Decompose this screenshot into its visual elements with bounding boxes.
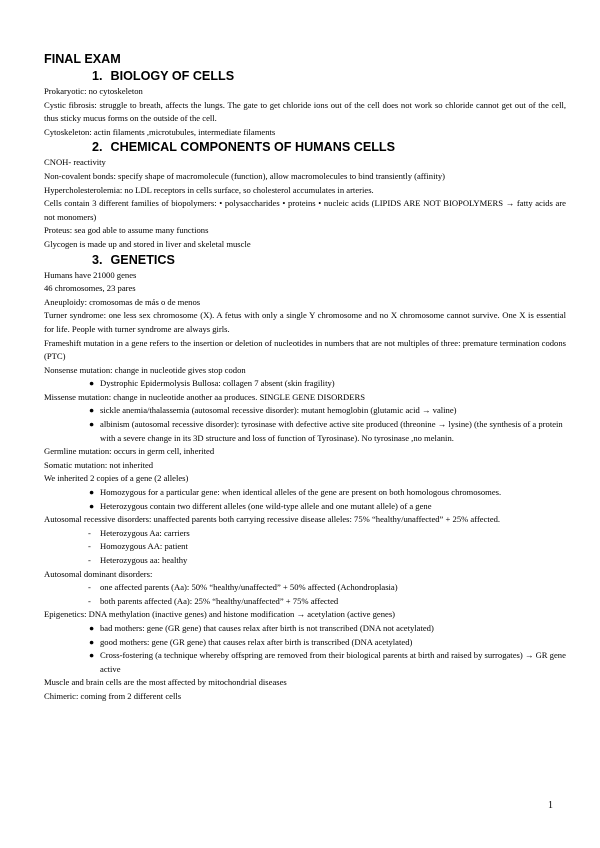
paragraph: Hypercholesterolemia: no LDL receptors in cells surface, so cholesterol accumulates in arteries. — [44, 184, 374, 195]
page-number: 1 — [548, 800, 553, 811]
bullet-marker: ● — [89, 622, 95, 633]
paragraph: Cells contain 3 different families of biopolymers: • polysaccharides • proteins • nucleic acids (LIPIDS ARE NOT BIOPOLYMERS → fatty acids are not monomers) — [44, 198, 566, 222]
section-number: 2. — [92, 140, 103, 155]
dash-marker: - — [88, 582, 91, 593]
list-item: ● albinism (autosomal recessive disorder): tyrosinase with defective active site produced (threonine → lysine) (the synthesis of a protein with a severe change in its 3D structure and loss of function of Tyrosinase). No tyrosinase ,no melanin. — [89, 419, 563, 443]
paragraph: Missense mutation: change in nucleotide another aa produces. SINGLE GENE DISORDERS — [44, 391, 366, 402]
list-item: - one affected parents (Aa): 50% “healthy/unaffected” + 50% affected (Achondroplasia) — [44, 581, 566, 595]
section-number: 3. — [92, 252, 103, 267]
list-item: ● bad mothers: gene (GR gene) that causes relax after birth is not transcribed (DNA not acetylated) — [44, 622, 566, 636]
paragraph: Germline mutation: occurs in germ cell, inherited — [44, 446, 215, 457]
bullet-marker: ● — [89, 378, 95, 389]
list-item: - both parents affected (Aa): 25% “healthy/unaffected” + 75% affected — [44, 595, 566, 609]
list-item: - Homozygous AA: patient — [44, 540, 566, 554]
section-title: GENETICS — [110, 252, 175, 267]
bullet-marker: ● — [89, 405, 95, 416]
bullet-marker: ● — [89, 487, 95, 498]
paragraph: Autosomal recessive disorders: unaffected parents both carrying recessive disease alleles: 75% “healthy/unaffected” + 25% affected. — [44, 514, 501, 525]
bullet-marker: ● — [89, 419, 95, 430]
paragraph: Proteus: sea god able to assume many functions — [44, 225, 209, 236]
paragraph: Turner syndrome: one less sex chromosome (X). A fetus with only a single Y chromosome and no X chromosome cannot survive. One X is essential for life. People with turner syndrome are always girls. — [44, 310, 566, 334]
paragraph: Autosomal dominant disorders: — [44, 568, 153, 579]
bullet-marker: ● — [89, 636, 95, 647]
paragraph: We inherited 2 copies of a gene (2 alleles) — [44, 473, 189, 484]
section-heading-chemical — [44, 139, 566, 156]
document-body — [44, 51, 566, 704]
list-item: ● good mothers: gene (GR gene) that causes relax after birth is transcribed (DNA acetylated) — [44, 636, 566, 650]
paragraph: Epigenetics: DNA methylation (inactive genes) and histone modification → acetylation (active genes) — [44, 609, 396, 620]
paragraph: Cytoskeleton: actin filaments ,microtubules, intermediate filaments — [44, 126, 276, 137]
paragraph: Humans have 21000 genes — [44, 269, 137, 280]
section-title: BIOLOGY OF CELLS — [110, 69, 235, 83]
paragraph: Aneuploidy: cromosomas de más o de menos — [44, 296, 201, 307]
paragraph: 46 chromosomes, 23 pares — [44, 283, 136, 294]
paragraph: Chimeric: coming from 2 different cells — [44, 690, 182, 701]
list-item: - Heterozygous Aa: carriers — [44, 527, 566, 541]
paragraph: Prokaryotic: no cytoskeleton — [44, 86, 143, 96]
paragraph: Nonsense mutation: change in nucleotide gives stop codon — [44, 364, 246, 375]
dash-marker: - — [88, 595, 91, 606]
list-item: ● Heterozygous contain two different alleles (one wild-type allele and one mutant allele) of a gene — [44, 500, 566, 514]
list-item: - Heterozygous aa: healthy — [44, 554, 566, 568]
paragraph: CNOH- reactivity — [44, 157, 106, 168]
paragraph: Muscle and brain cells are the most affected by mitochondrial diseases — [44, 677, 287, 688]
bullet-marker: ● — [89, 650, 95, 661]
paragraph: Glycogen is made up and stored in liver and skeletal muscle — [44, 238, 251, 249]
section-heading-genetics — [44, 252, 566, 269]
list-item: ● Homozygous for a particular gene: when identical alleles of the gene are present on both homologous chromosomes. — [44, 486, 566, 500]
paragraph: Non-covalent bonds: specify shape of macromolecule (function), allow macromolecules to bind transiently (affinity) — [44, 170, 445, 181]
dash-marker: - — [88, 555, 91, 565]
doc-title: FINAL EXAM — [44, 52, 121, 66]
dash-marker: - — [88, 541, 91, 552]
section-number: 1. — [92, 69, 103, 83]
paragraph: Cystic fibrosis: struggle to breath, affects the lungs. The gate to get chloride ions out of the cell does not work so chloride cannot get out of the cell, thus sticky mucus forms on the outside of the cell. — [44, 99, 566, 124]
dash-marker: - — [88, 527, 91, 538]
list-item: ● sickle anemia/thalassemia (autosomal recessive disorder): mutant hemoglobin (glutamic acid → valine) — [44, 404, 566, 418]
section-title: CHEMICAL COMPONENTS OF HUMANS CELLS — [110, 140, 396, 155]
paragraph: Somatic mutation: not inherited — [44, 459, 154, 470]
list-item: ● Cross-fostering (a technique whereby offspring are removed from their biological parents at birth and raised by surrogates) → GR gene active — [89, 650, 566, 674]
bullet-marker: ● — [89, 500, 95, 511]
section-heading-biology — [44, 68, 566, 85]
paragraph: Frameshift mutation in a gene refers to the insertion or deletion of nucleotides in numbers that are not multiples of three: premature termination codons (PTC) — [44, 337, 566, 362]
list-item: ● Dystrophic Epidermolysis Bullosa: collagen 7 absent (skin fragility) — [44, 377, 566, 391]
